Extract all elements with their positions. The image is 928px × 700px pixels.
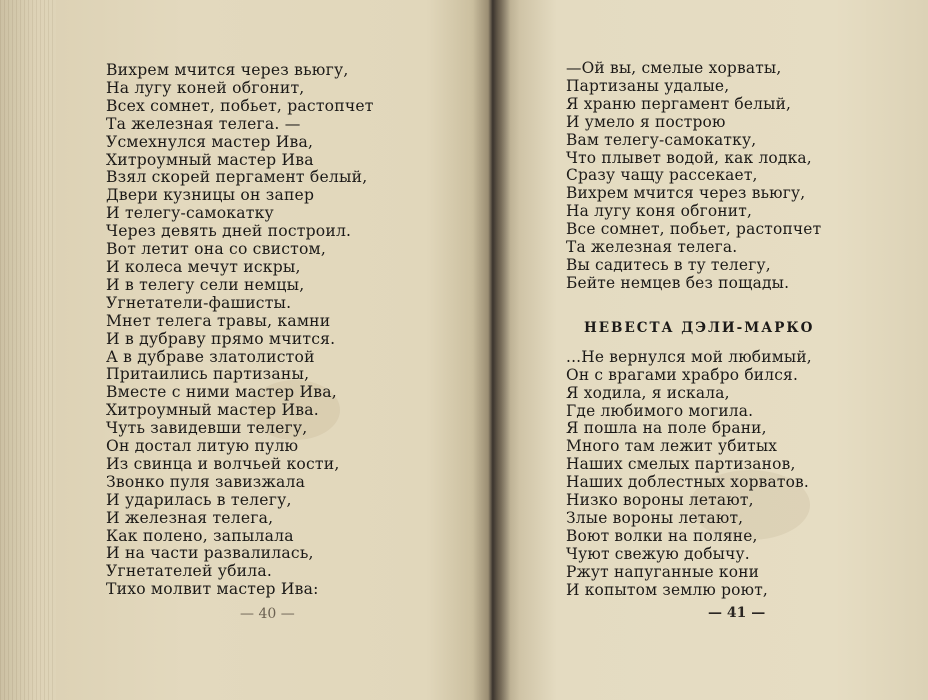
text-line: Бейте немцев без пощады. bbox=[566, 273, 790, 292]
right-page bbox=[566, 60, 866, 599]
text-line: Притаились партизаны, bbox=[106, 365, 310, 384]
right-page-text bbox=[566, 60, 866, 293]
text-line: И в дубраву прямо мчится. bbox=[106, 329, 336, 348]
text-line: Двери кузницы он запер bbox=[106, 186, 315, 205]
text-line: И умело я построю bbox=[566, 112, 726, 131]
text-line: Злые вороны летают, bbox=[566, 508, 744, 527]
text-line: Он достал литую пулю bbox=[106, 437, 299, 456]
text-line: На лугу коней обгонит, bbox=[106, 78, 305, 97]
text-line: И в телегу сели немцы, bbox=[106, 275, 305, 294]
text-line: Чуют свежую добычу. bbox=[566, 544, 750, 563]
left-page bbox=[106, 62, 466, 599]
text-line: Вихрем мчится через вьюгу, bbox=[566, 184, 806, 203]
text-line: Вы садитесь в ту телегу, bbox=[566, 255, 771, 274]
text-line: Тихо молвит мастер Ива: bbox=[106, 580, 319, 599]
text-line: Я ходила, я искала, bbox=[566, 383, 730, 402]
text-line: Низко вороны летают, bbox=[566, 491, 754, 510]
text-line: Что плывет водой, как лодка, bbox=[566, 148, 812, 167]
text-line: Вам телегу-самокатку, bbox=[566, 130, 757, 149]
text-line: Вихрем мчится через вьюгу, bbox=[106, 61, 349, 79]
text-line: Ржут напуганные кони bbox=[566, 562, 760, 581]
book-gutter bbox=[470, 0, 520, 700]
text-line: Усмехнулся мастер Ива, bbox=[106, 132, 314, 151]
text-line: Угнетатели-фашисты. bbox=[106, 293, 292, 312]
text-line: Вот летит она со свистом, bbox=[106, 240, 327, 259]
text-line: Я храню пергамент белый, bbox=[566, 94, 792, 113]
page-edges bbox=[0, 0, 56, 700]
text-line: Мнет телега травы, камни bbox=[106, 311, 331, 330]
text-line: Как полено, запылала bbox=[106, 526, 294, 545]
text-line: Я пошла на поле брани, bbox=[566, 419, 767, 438]
text-line: Сразу чащу рассекает, bbox=[566, 166, 758, 185]
text-line: —Ой вы, смелые хорваты, bbox=[566, 59, 782, 77]
text-line: Хитроумный мастер Ива. bbox=[106, 401, 319, 420]
text-line: Чуть завидевши телегу, bbox=[106, 419, 308, 438]
text-line: Хитроумный мастер Ива bbox=[106, 150, 314, 169]
text-line: Вместе с ними мастер Ива, bbox=[106, 383, 337, 402]
poem-text bbox=[566, 349, 866, 600]
text-line: Та железная телега. — bbox=[106, 114, 301, 133]
text-line: Всех сомнет, побьет, растопчет bbox=[106, 96, 374, 115]
text-line: Воют волки на поляне, bbox=[566, 526, 758, 545]
text-line: На лугу коня обгонит, bbox=[566, 202, 753, 221]
text-line: Наших доблестных хорватов. bbox=[566, 473, 810, 492]
text-line: Партизаны удалые, bbox=[566, 76, 730, 95]
left-page-text bbox=[106, 62, 466, 599]
text-line: А в дубраве златолистой bbox=[106, 347, 315, 366]
text-line: И железная телега, bbox=[106, 508, 274, 527]
text-line: Через девять дней построил. bbox=[106, 222, 352, 241]
text-line: Звонко пуля завизжала bbox=[106, 472, 306, 491]
text-line: ...Не вернулся мой любимый, bbox=[566, 347, 812, 366]
text-line: Где любимого могила. bbox=[566, 401, 754, 420]
text-line: Та железная телега. bbox=[566, 238, 738, 257]
text-line: Он с врагами храбро бился. bbox=[566, 365, 799, 384]
text-line: Много там лежит убитых bbox=[566, 437, 778, 456]
text-line: Угнетателей убила. bbox=[106, 562, 273, 581]
text-line: И на части развалилась, bbox=[106, 544, 314, 563]
text-line: Взял скорей пергамент белый, bbox=[106, 168, 368, 187]
page-number-left: — 40 — bbox=[240, 606, 295, 622]
text-line: Из свинца и волчьей кости, bbox=[106, 454, 340, 473]
page-number-right: — 41 — bbox=[708, 605, 766, 621]
text-line: И колеса мечут искры, bbox=[106, 257, 301, 276]
text-line: И копытом землю роют, bbox=[566, 580, 769, 599]
text-line: Наших смелых партизанов, bbox=[566, 455, 796, 474]
text-line: Все сомнет, побьет, растопчет bbox=[566, 220, 822, 239]
text-line: И телегу-самокатку bbox=[106, 204, 274, 223]
poem-title: НЕВЕСТА ДЭЛИ-МАРКО bbox=[584, 319, 815, 336]
text-line: И ударилась в телегу, bbox=[106, 490, 292, 509]
